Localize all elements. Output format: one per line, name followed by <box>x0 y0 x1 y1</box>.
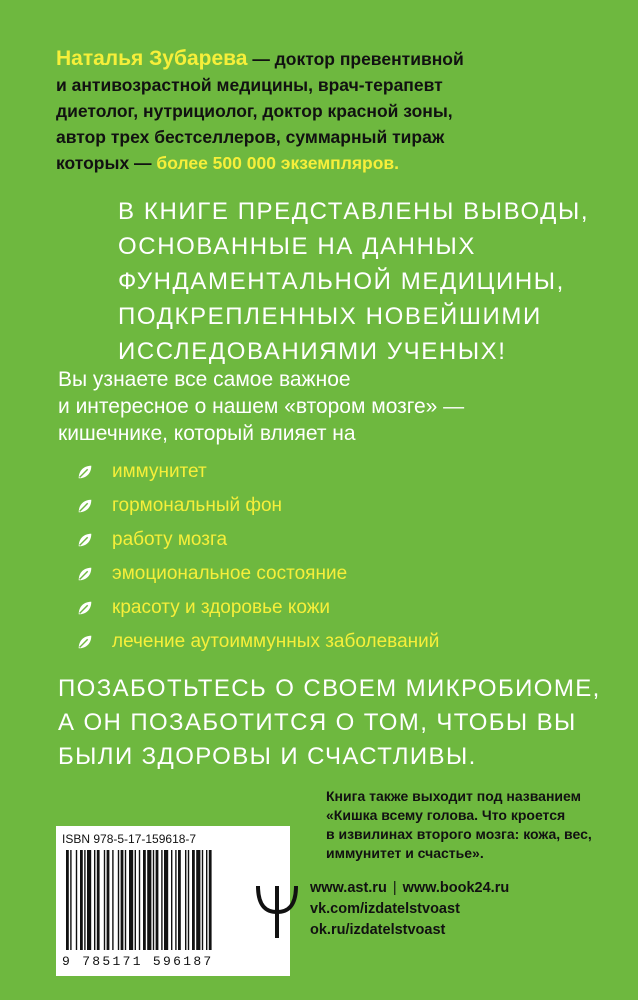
author-bio-line-5 <box>56 150 616 176</box>
author-bio-line-3: диетолог, нутрициолог, доктор красной зоны, <box>56 101 453 121</box>
leaf-icon <box>76 633 94 651</box>
author-bio-line-2: и антивозрастной медицины, врач-терапевт <box>56 75 443 95</box>
closing-statement <box>58 672 618 774</box>
lead-line: ОСНОВАННЫЕ НА ДАННЫХ <box>118 233 476 260</box>
list-item <box>76 591 439 625</box>
leaf-icon <box>76 565 94 583</box>
leaf-icon <box>76 531 94 549</box>
leaf-icon <box>76 463 94 481</box>
intro-line: и интересное о нашем «втором мозге» — <box>58 395 465 418</box>
barcode-bars <box>62 850 284 952</box>
author-bio <box>56 46 616 176</box>
publisher-logo-icon <box>252 880 302 940</box>
link-separator: | <box>392 880 397 896</box>
list-item-label: работу мозга <box>112 529 228 550</box>
list-item-label: эмоциональное состояние <box>112 563 348 584</box>
note-line: «Кишка всему голова. Что кроется <box>326 807 566 823</box>
intro-line: кишечнике, который влияет на <box>58 422 356 445</box>
list-item <box>76 523 439 557</box>
lead-line: ИССЛЕДОВАНИЯМИ УЧЕНЫХ! <box>118 338 507 365</box>
note-line: в извилинах второго мозга: кожа, вес, <box>326 826 592 842</box>
closing-line: А ОН ПОЗАБОТИТСЯ О ТОМ, ЧТОБЫ ВЫ <box>58 709 577 736</box>
alternate-title-note <box>326 787 626 863</box>
author-bio-text: — доктор превентивной <box>247 49 464 69</box>
intro-paragraph <box>58 366 618 447</box>
lead-line: ПОДКРЕПЛЕННЫХ НОВЕЙШИМИ <box>118 303 542 330</box>
intro-line: Вы узнаете все самое важное <box>58 368 351 391</box>
author-bio-line-4: автор трех бестселлеров, суммарный тираж <box>56 127 445 147</box>
leaf-icon <box>76 497 94 515</box>
leaf-icon <box>76 599 94 617</box>
link-vk[interactable]: vk.com/izdatelstvoast <box>310 901 460 917</box>
list-item <box>76 625 439 659</box>
note-line: иммунитет и счастье». <box>326 845 484 861</box>
links-row <box>310 878 630 899</box>
link-ast[interactable]: www.ast.ru <box>310 880 387 896</box>
benefit-list <box>76 455 439 659</box>
closing-line: БЫЛИ ЗДОРОВЫ И СЧАСТЛИВЫ. <box>58 743 477 770</box>
list-item-label: иммунитет <box>112 461 207 482</box>
publisher-links <box>310 878 630 941</box>
author-bio-line-1 <box>56 46 616 72</box>
list-item <box>76 489 439 523</box>
link-book24[interactable]: www.book24.ru <box>402 880 510 896</box>
closing-line: ПОЗАБОТЬТЕСЬ О СВОЕМ МИКРОБИОМЕ, <box>58 675 601 702</box>
list-item <box>76 455 439 489</box>
list-item <box>76 557 439 591</box>
list-item-label: гормональный фон <box>112 495 283 516</box>
link-ok[interactable]: ok.ru/izdatelstvoast <box>310 922 446 938</box>
note-line: Книга также выходит под названием <box>326 788 581 804</box>
list-item-label: лечение аутоиммунных заболеваний <box>112 631 440 652</box>
lead-line: ФУНДАМЕНТАЛЬНОЙ МЕДИЦИНЫ, <box>118 268 565 295</box>
author-name: Наталья Зубарева <box>56 47 248 70</box>
lead-statement <box>118 194 618 369</box>
lead-line: В КНИГЕ ПРЕДСТАВЛЕНЫ ВЫВОДЫ, <box>118 198 590 225</box>
isbn-text: ISBN 978-5-17-159618-7 <box>62 832 197 846</box>
list-item-label: красоту и здоровье кожи <box>112 597 331 618</box>
circulation-highlight: более 500 000 экземпляров. <box>156 153 400 173</box>
barcode-digits: 9 785171 596187 <box>62 954 214 969</box>
author-bio-text: которых — <box>56 153 157 173</box>
